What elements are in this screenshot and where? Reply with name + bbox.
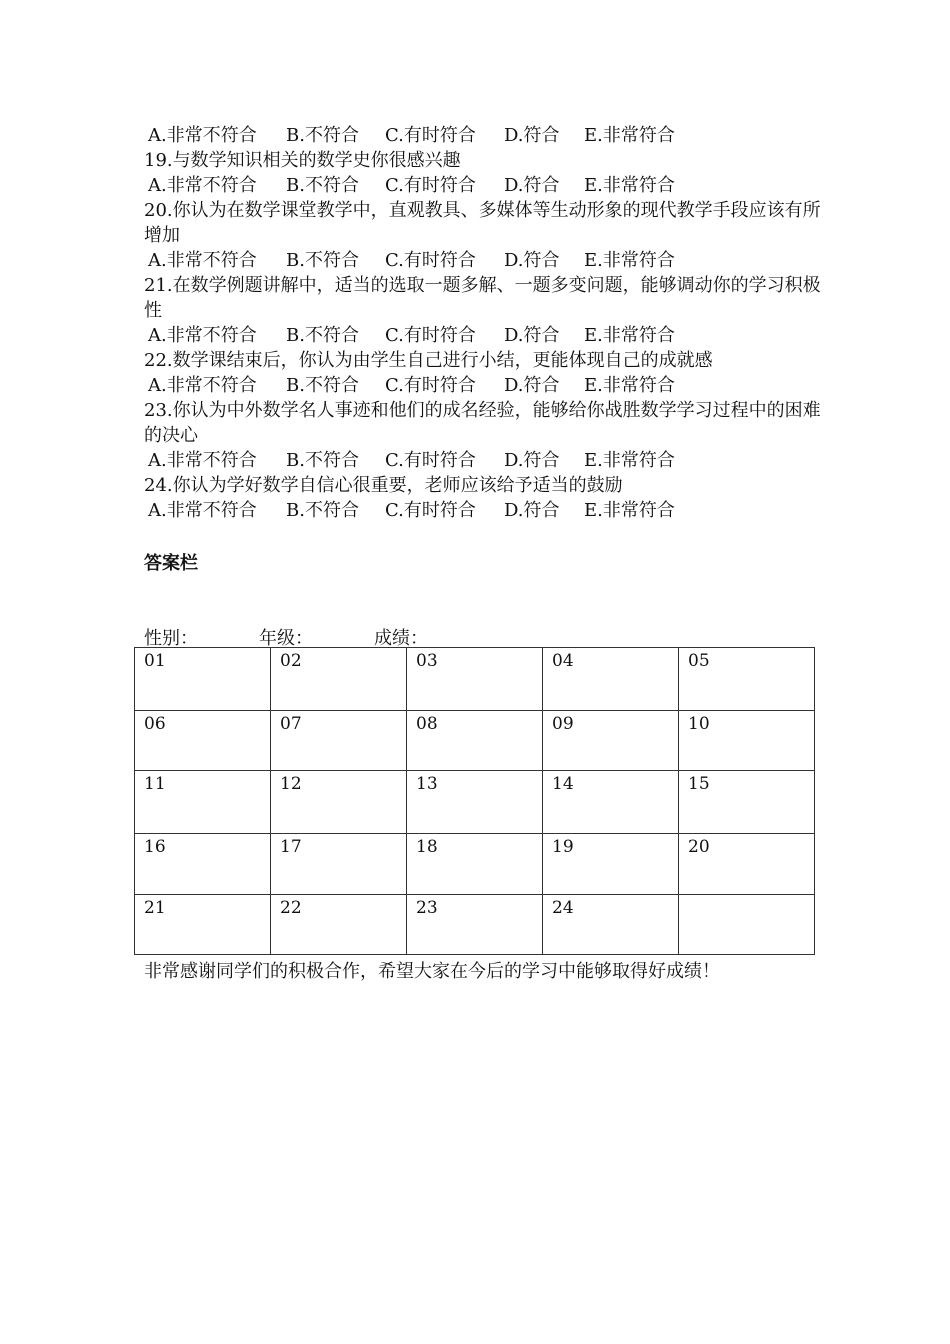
option-a: A.非常不符合 [148,125,257,146]
answer-cell[interactable]: 16 [135,834,271,895]
answer-cell[interactable]: 21 [135,895,271,955]
option-c: C.有时符合 [385,375,476,396]
option-e: E.非常符合 [584,500,675,521]
answer-row [135,771,815,834]
grade-field-label: 年级： [259,628,313,649]
option-e: E.非常符合 [584,450,675,471]
option-c: C.有时符合 [385,450,476,471]
option-e: E.非常符合 [584,250,675,271]
option-a: A.非常不符合 [148,500,257,521]
option-b: B.不符合 [286,175,359,196]
option-a: A.非常不符合 [148,250,257,271]
answer-cell[interactable]: 07 [271,711,407,771]
options-row-q22 [144,373,824,398]
answer-cell[interactable]: 08 [407,711,543,771]
answer-cell[interactable]: 15 [679,771,815,834]
option-c: C.有时符合 [385,250,476,271]
option-c: C.有时符合 [385,500,476,521]
answer-section-title: 答案栏 [144,553,198,574]
option-a: A.非常不符合 [148,450,257,471]
answer-row [135,834,815,895]
option-a: A.非常不符合 [148,325,257,346]
answer-cell[interactable]: 24 [543,895,679,955]
option-d: D.符合 [504,325,560,346]
option-c: C.有时符合 [385,125,476,146]
answer-cell[interactable]: 04 [543,648,679,711]
option-b: B.不符合 [286,500,359,521]
answer-cell[interactable]: 05 [679,648,815,711]
option-e: E.非常符合 [584,375,675,396]
question-20: 20.你认为在数学课堂教学中，直观教具、多媒体等生动形象的现代教学手段应该有所增加 [144,200,821,246]
answer-cell[interactable]: 20 [679,834,815,895]
options-row-q20 [144,248,824,273]
question-23: 23.你认为中外数学名人事迹和他们的成名经验，能够给你战胜数学学习过程中的困难的决心 [144,400,821,446]
question-19: 19.与数学知识相关的数学史你很感兴趣 [144,150,461,171]
answer-cell[interactable]: 23 [407,895,543,955]
option-c: C.有时符合 [385,325,476,346]
question-22: 22.数学课结束后，你认为由学生自己进行小结，更能体现自己的成就感 [144,350,713,371]
question-21: 21.在数学例题讲解中，适当的选取一题多解、一题多变问题，能够调动你的学习积极性 [144,275,821,321]
options-row-q21 [144,323,824,348]
options-row-q23 [144,448,824,473]
answer-grid [134,647,815,955]
option-b: B.不符合 [286,125,359,146]
answer-cell[interactable]: 11 [135,771,271,834]
answer-cell[interactable]: 10 [679,711,815,771]
answer-cell[interactable]: 06 [135,711,271,771]
options-row-q24 [144,498,824,523]
option-b: B.不符合 [286,250,359,271]
gender-field-label: 性别： [144,628,198,649]
answer-cell[interactable]: 02 [271,648,407,711]
score-field-label: 成绩： [374,628,428,649]
options-row-q19 [144,173,824,198]
option-e: E.非常符合 [584,325,675,346]
answer-cell[interactable]: 19 [543,834,679,895]
answer-cell[interactable]: 09 [543,711,679,771]
answer-cell[interactable]: 22 [271,895,407,955]
answer-cell[interactable]: 18 [407,834,543,895]
option-b: B.不符合 [286,450,359,471]
answer-cell[interactable]: 13 [407,771,543,834]
option-e: E.非常符合 [584,125,675,146]
option-d: D.符合 [504,175,560,196]
option-a: A.非常不符合 [148,375,257,396]
option-d: D.符合 [504,125,560,146]
question-24: 24.你认为学好数学自信心很重要，老师应该给予适当的鼓励 [144,475,623,496]
answer-row [135,711,815,771]
option-d: D.符合 [504,375,560,396]
options-row-q18 [144,123,824,148]
option-d: D.符合 [504,500,560,521]
answer-row [135,648,815,711]
option-b: B.不符合 [286,375,359,396]
option-d: D.符合 [504,250,560,271]
option-b: B.不符合 [286,325,359,346]
option-c: C.有时符合 [385,175,476,196]
answer-cell[interactable]: 17 [271,834,407,895]
option-e: E.非常符合 [584,175,675,196]
answer-cell[interactable]: 14 [543,771,679,834]
answer-cell[interactable] [679,895,815,955]
answer-cell[interactable]: 12 [271,771,407,834]
closing-message: 非常感谢同学们的积极合作，希望大家在今后的学习中能够取得好成绩！ [144,961,720,982]
answer-cell[interactable]: 03 [407,648,543,711]
option-d: D.符合 [504,450,560,471]
answer-row [135,895,815,955]
questionnaire-block [144,123,824,523]
answer-cell[interactable]: 01 [135,648,271,711]
option-a: A.非常不符合 [148,175,257,196]
